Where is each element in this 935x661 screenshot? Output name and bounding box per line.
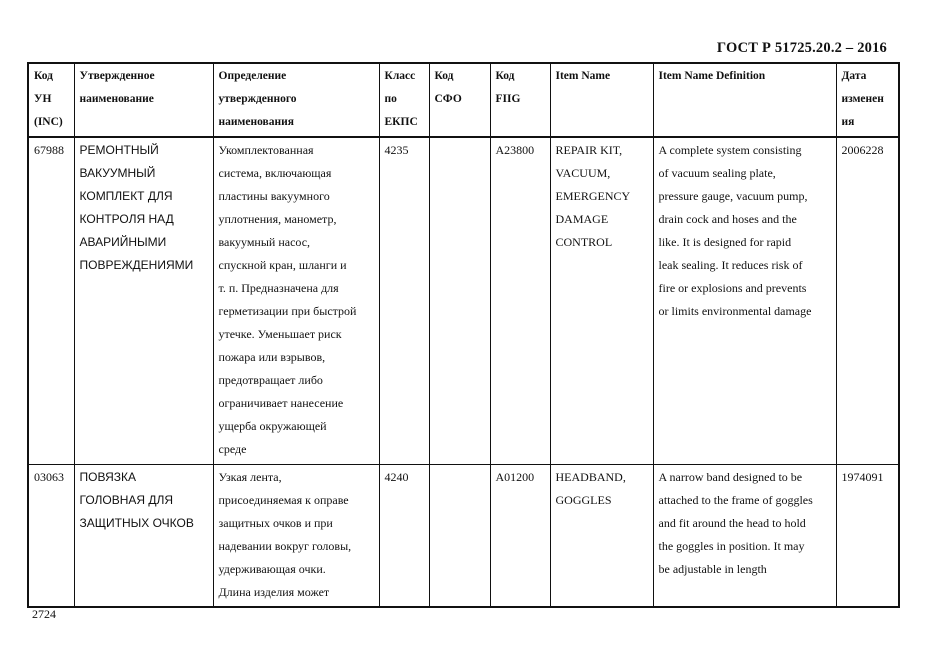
nomenclature-table	[27, 62, 900, 608]
page-number: 2724	[32, 607, 56, 621]
cell-date: 2006228	[836, 137, 899, 464]
col-header-sfo: Код СФО	[429, 63, 490, 137]
col-header-item-name: Item Name	[550, 63, 653, 137]
cell-item-name: HEADBAND, GOGGLES	[550, 464, 653, 607]
cell-class: 4235	[379, 137, 429, 464]
table-row	[28, 464, 899, 607]
col-header-change-date: Дата изменен ия	[836, 63, 899, 137]
cell-name-ru: ПОВЯЗКА ГОЛОВНАЯ ДЛЯ ЗАЩИТНЫХ ОЧКОВ	[74, 464, 213, 607]
cell-fiig: A01200	[490, 464, 550, 607]
cell-sfo	[429, 137, 490, 464]
table-header	[28, 63, 899, 137]
col-header-item-definition: Item Name Definition	[653, 63, 836, 137]
cell-item-name: REPAIR KIT, VACUUM, EMERGENCY DAMAGE CONTROL	[550, 137, 653, 464]
cell-inc: 67988	[28, 137, 74, 464]
cell-name-ru: РЕМОНТНЫЙ ВАКУУМНЫЙ КОМПЛЕКТ ДЛЯ КОНТРОЛЯ НАД АВАРИЙНЫМИ ПОВРЕЖДЕНИЯМИ	[74, 137, 213, 464]
table-row	[28, 137, 899, 464]
col-header-class: Класс по ЕКПС	[379, 63, 429, 137]
document-standard-title: ГОСТ Р 51725.20.2 – 2016	[716, 40, 887, 56]
cell-fiig: A23800	[490, 137, 550, 464]
cell-definition-en: A narrow band designed to be attached to the frame of goggles and fit around the head to hold the goggles in position. It may be adjustable in length	[653, 464, 836, 607]
cell-class: 4240	[379, 464, 429, 607]
col-header-definition-ru: Определение утвержденного наименования	[213, 63, 379, 137]
cell-date: 1974091	[836, 464, 899, 607]
cell-definition-en: A complete system consisting of vacuum sealing plate, pressure gauge, vacuum pump, drain cock and hoses and the like. It is designed for rapid leak sealing. It reduces risk of fire or explosions and prevents or limits environmental damage	[653, 137, 836, 464]
col-header-fiig: Код FIIG	[490, 63, 550, 137]
cell-definition-ru: Укомплектованная система, включающая пластины вакуумного уплотнения, манометр, вакуумный насос, спускной кран, шланги и т. п. Предназначена для герметизации при быстрой утечке. Уменьшает риск пожара или взрывов, предотвращает либо ограничивает нанесение ущерба окружающей среде	[213, 137, 379, 464]
cell-inc: 03063	[28, 464, 74, 607]
cell-definition-ru: Узкая лента, присоединяемая к оправе защитных очков и при надевании вокруг головы, удерживающая очки. Длина изделия может	[213, 464, 379, 607]
col-header-inc: Код УН (INC)	[28, 63, 74, 137]
cell-sfo	[429, 464, 490, 607]
col-header-approved-name: Утвержденное наименование	[74, 63, 213, 137]
